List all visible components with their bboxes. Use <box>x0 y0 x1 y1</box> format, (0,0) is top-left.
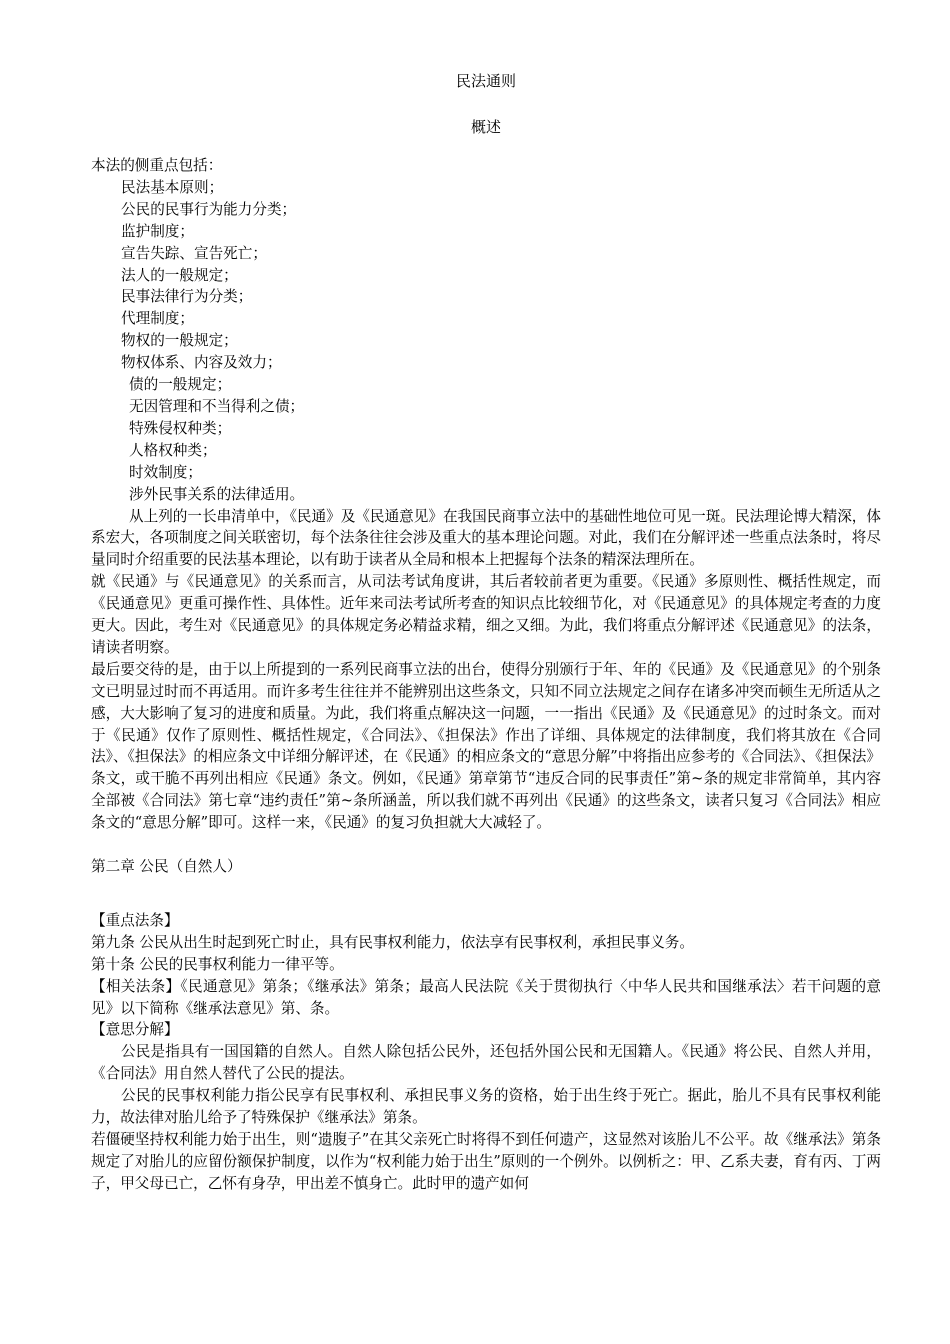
list-item: 民法基本原则； <box>121 178 224 196</box>
article: 第九条 公民从出生时起到死亡时止，具有民事权利能力，依法享有民事权利，承担民事义务。 <box>91 933 694 951</box>
list-item: 代理制度； <box>121 310 194 328</box>
list-item: 宣告失踪、宣告死亡； <box>121 244 267 262</box>
paragraph: 公民是指具有一国国籍的自然人。自然人除包括公民外，还包括外国公民和无国籍人。《民通》将公民、自然人并用，《合同法》用自然人替代了公民的提法。 <box>91 1043 881 1083</box>
paragraph: 就《民通》与《民通意见》的关系而言，从司法考试角度讲，其后者较前者更为重要。《民通》多原则性、概括性规定，而《民通意见》更重可操作性、具体性。近年来司法考试所考查的知识点比较细节化，对《民通意见》的具体规定考查的力度更大。因此，考生对《民通意见》的具体规定务必精益求精，细之又细。为此，我们将重点分解评述《民通意见》的法条，请读者明察。 <box>91 573 881 656</box>
list-item: 公民的民事行为能力分类； <box>121 200 297 218</box>
list-item: 民事法律行为分类； <box>121 288 253 306</box>
list-item: 特殊侵权种类； <box>129 419 232 437</box>
list-item: 债的一般规定； <box>129 376 232 394</box>
document-subtitle: 概述 <box>470 118 501 136</box>
related-articles: 【相关法条】《民通意见》第条；《继承法》第条；最高人民法院《关于贯彻执行〈中华人民共和国继承法〉若干问题的意见》以下简称《继承法意见》第、条。 <box>91 977 881 1017</box>
article: 第十条 公民的民事权利能力一律平等。 <box>91 955 344 973</box>
paragraph: 若僵硬坚持权利能力始于出生，则“遗腹子”在其父亲死亡时将得不到任何遗产，这显然对该胎儿不公平。故《继承法》第条规定了对胎儿的应留份额保护制度，以作为“权利能力始于出生”原则的一个例外。以例析之：甲、乙系夫妻，育有丙、丁两子，甲父母已亡，乙怀有身孕，甲出差不慎身亡。此时甲的遗产如何 <box>91 1130 881 1192</box>
list-item: 涉外民事关系的法律适用。 <box>129 485 305 503</box>
list-item: 监护制度； <box>121 222 194 240</box>
list-item: 物权的一般规定； <box>121 332 238 350</box>
intro-line: 本法的侧重点包括： <box>91 157 223 174</box>
list-item: 法人的一般规定； <box>121 266 238 284</box>
section-label: 【重点法条】 <box>91 911 179 929</box>
document-body <box>91 155 881 1195</box>
list-item: 无因管理和不当得利之债； <box>129 397 305 415</box>
chapter-heading: 第二章 公民（自然人） <box>91 857 242 875</box>
list-item: 人格权种类； <box>129 441 217 459</box>
list-item: 时效制度； <box>129 463 202 481</box>
paragraph: 从上列的一长串清单中，《民通》及《民通意见》在我国民商事立法中的基础性地位可见一斑。民法理论博大精深，体系宏大，各项制度之间关联密切，每个法条往往会涉及重大的基本理论问题。对此，我们在分解评述一些重点法条时，将尽量同时介绍重要的民法基本理论，以有助于读者从全局和根本上把握每个法条的精深法理所在。 <box>91 507 881 569</box>
section-label: 【意思分解】 <box>91 1021 179 1039</box>
list-item: 物权体系、内容及效力； <box>121 354 282 372</box>
paragraph: 最后要交待的是，由于以上所提到的一系列民商事立法的出台，使得分别颁行于年、年的《民通》及《民通意见》的个别条文已明显过时而不再适用。而许多考生往往并不能辨别出这些条文，只知不同立法规定之间存在诸多冲突而顿生无所适从之感，大大影响了复习的进度和质量。为此，我们将重点解决这一问题，一一指出《民通》及《民通意见》的过时条文。而对于《民通》仅作了原则性、概括性规定，《合同法》、《担保法》作出了详细、具体规定的法律制度，我们将其放在《合同法》、《担保法》的相应条文中详细分解评述，在《民通》的相应条文的“意思分解”中将指出应参考的《合同法》、《担保法》条文，或干脆不再列出相应《民通》条文。例如，《民通》第章第节“违反合同的民事责任”第~条的规定非常简单，其内容全部被《合同法》第七章“违约责任”第~条所涵盖，所以我们就不再列出《民通》的这些条文，读者只复习《合同法》相应条文的“意思分解”即可。这样一来，《民通》的复习负担就大大减轻了。 <box>91 660 881 832</box>
document-title: 民法通则 <box>455 72 516 90</box>
blank-line <box>91 878 881 910</box>
paragraph: 公民的民事权利能力指公民享有民事权利、承担民事义务的资格，始于出生终于死亡。据此，胎儿不具有民事权利能力，故法律对胎儿给予了特殊保护《继承法》第条。 <box>91 1087 881 1127</box>
blank-line <box>91 834 881 856</box>
document-page <box>91 0 881 1195</box>
